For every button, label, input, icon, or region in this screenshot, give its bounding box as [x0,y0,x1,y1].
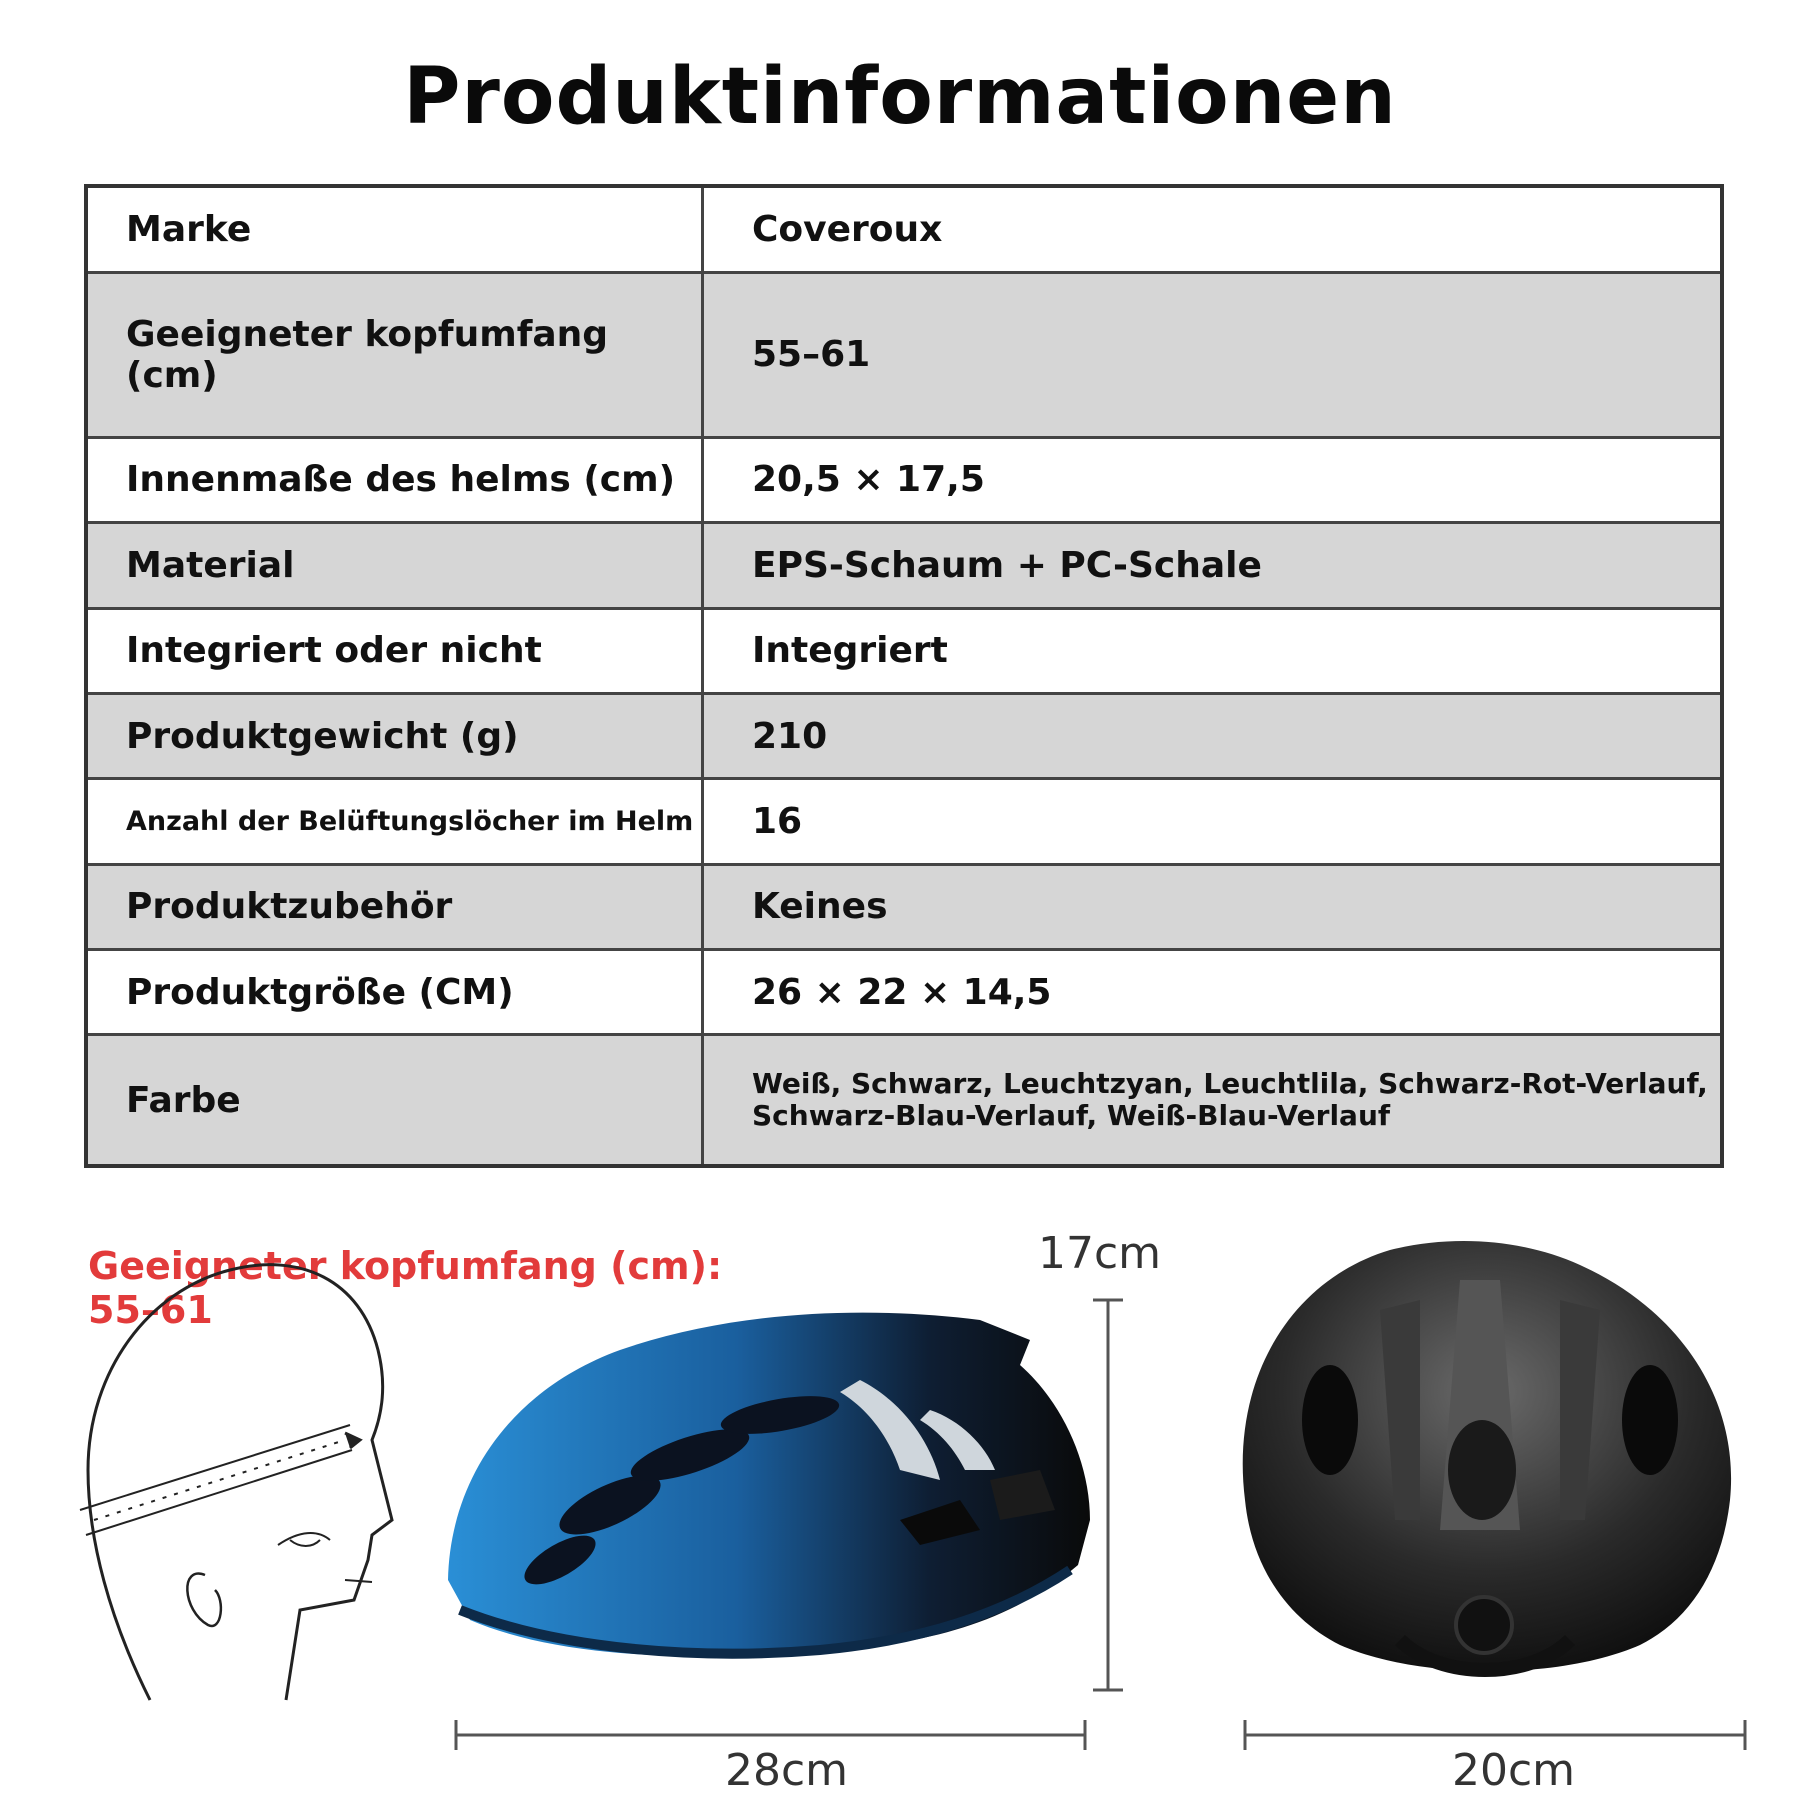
row-value: 26 × 22 × 14,5 [703,950,1723,1035]
row-label: Innenmaße des helms (cm) [86,437,703,522]
helmet-side-icon [448,1313,1090,1657]
row-label: Geeigneter kopfumfang (cm) [86,272,703,437]
row-value: Integriert [703,608,1723,693]
row-label: Produktgröße (CM) [86,950,703,1035]
row-label: Material [86,523,703,608]
row-value: 210 [703,693,1723,778]
helmet-rear-icon [1243,1241,1731,1671]
dimension-width-label: 20cm [1452,1745,1576,1796]
row-value: 55–61 [703,272,1723,437]
dimension-length-label: 28cm [725,1745,849,1796]
row-value: 20,5 × 17,5 [703,437,1723,522]
head-note-line-2: 55–61 [88,1288,213,1332]
row-value: Coveroux [703,186,1723,272]
head-measure-icon [80,1265,392,1700]
dimension-height-label: 17cm [1038,1228,1162,1279]
row-label: Integriert oder nicht [86,608,703,693]
row-value: Keines [703,864,1723,949]
row-label: Produktgewicht (g) [86,693,703,778]
row-label: Produktzubehör [86,864,703,949]
row-label: Anzahl der Belüftungslöcher im Helm [86,779,703,864]
row-value: 16 [703,779,1723,864]
head-note-line-1: Geeigneter kopfumfang (cm): [88,1244,723,1288]
row-value: EPS-Schaum + PC-Schale [703,523,1723,608]
color-list-line-2: Schwarz-Blau-Verlauf, Weiß-Blau-Verlauf [752,1099,1391,1133]
page-title: Produktinformationen [403,52,1397,142]
row-label: Farbe [86,1035,703,1166]
row-label: Marke [86,186,703,272]
color-list-line-1: Weiß, Schwarz, Leuchtzyan, Leuchtlila, Schwarz-Rot-Verlauf, [752,1067,1708,1101]
